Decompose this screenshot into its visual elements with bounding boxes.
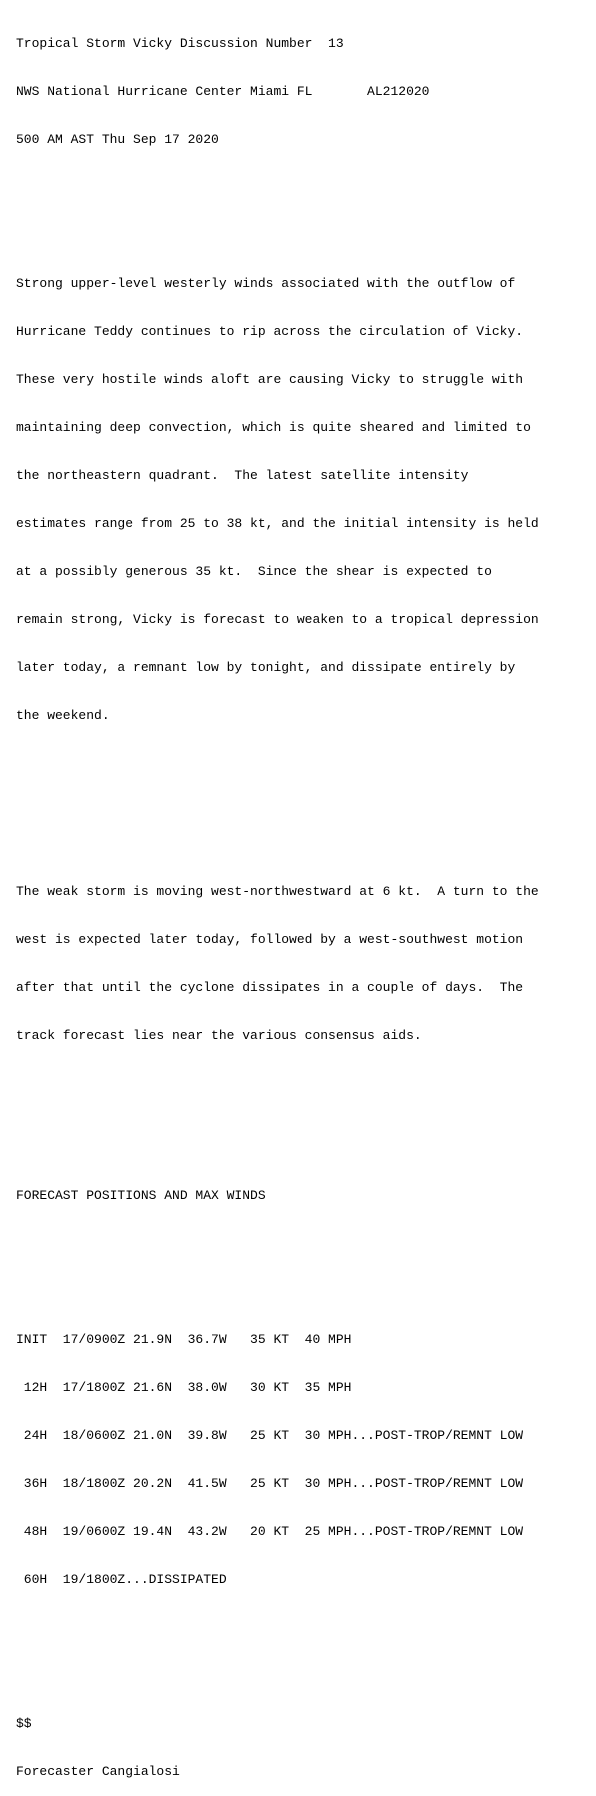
text-line: Hurricane Teddy continues to rip across the circulation of Vicky.	[16, 324, 524, 339]
spacer	[16, 180, 539, 196]
issue-datetime: 500 AM AST Thu Sep 17 2020	[16, 132, 219, 147]
text-line: track forecast lies near the various consensus aids.	[16, 1028, 422, 1043]
text-line: after that until the cyclone dissipates in a couple of days. The	[16, 980, 524, 995]
text-line: estimates range from 25 to 38 kt, and the initial intensity is held	[16, 516, 539, 531]
paragraph-synopsis	[16, 244, 539, 756]
forecast-row: 60H 19/1800Z...DISSIPATED	[16, 1572, 227, 1587]
text-line: the northeastern quadrant. The latest satellite intensity	[16, 468, 469, 483]
forecast-row: 36H 18/1800Z 20.2N 41.5W 25 KT 30 MPH...POST-TROP/REMNT LOW	[16, 1476, 524, 1491]
forecast-heading: FORECAST POSITIONS AND MAX WINDS	[16, 1188, 266, 1203]
spacer	[16, 1236, 539, 1252]
issuing-office: NWS National Hurricane Center Miami FL AL212020	[16, 84, 430, 99]
text-line: remain strong, Vicky is forecast to weaken to a tropical depression	[16, 612, 539, 627]
forecaster-name: Forecaster Cangialosi	[16, 1764, 180, 1779]
message-terminator: $$	[16, 1716, 32, 1731]
discussion-title: Tropical Storm Vicky Discussion Number 13	[16, 36, 344, 51]
forecast-row: 12H 17/1800Z 21.6N 38.0W 30 KT 35 MPH	[16, 1380, 352, 1395]
forecast-row: INIT 17/0900Z 21.9N 36.7W 35 KT 40 MPH	[16, 1332, 352, 1347]
spacer	[16, 1652, 539, 1668]
spacer	[16, 1108, 539, 1140]
spacer	[16, 788, 539, 804]
forecast-table	[16, 1300, 539, 1620]
text-line: at a possibly generous 35 kt. Since the shear is expected to	[16, 564, 492, 579]
text-line: later today, a remnant low by tonight, and dissipate entirely by	[16, 660, 516, 675]
forecast-row: 48H 19/0600Z 19.4N 43.2W 20 KT 25 MPH...POST-TROP/REMNT LOW	[16, 1524, 524, 1539]
discussion-document	[16, 4, 539, 1796]
text-line: west is expected later today, followed by a west-southwest motion	[16, 932, 524, 947]
text-line: These very hostile winds aloft are causing Vicky to struggle with	[16, 372, 524, 387]
text-line: Strong upper-level westerly winds associated with the outflow of	[16, 276, 516, 291]
text-line: the weekend.	[16, 708, 110, 723]
text-line: maintaining deep convection, which is quite sheared and limited to	[16, 420, 531, 435]
text-line: The weak storm is moving west-northwestward at 6 kt. A turn to the	[16, 884, 539, 899]
paragraph-motion	[16, 852, 539, 1076]
forecast-row: 24H 18/0600Z 21.0N 39.8W 25 KT 30 MPH...POST-TROP/REMNT LOW	[16, 1428, 524, 1443]
